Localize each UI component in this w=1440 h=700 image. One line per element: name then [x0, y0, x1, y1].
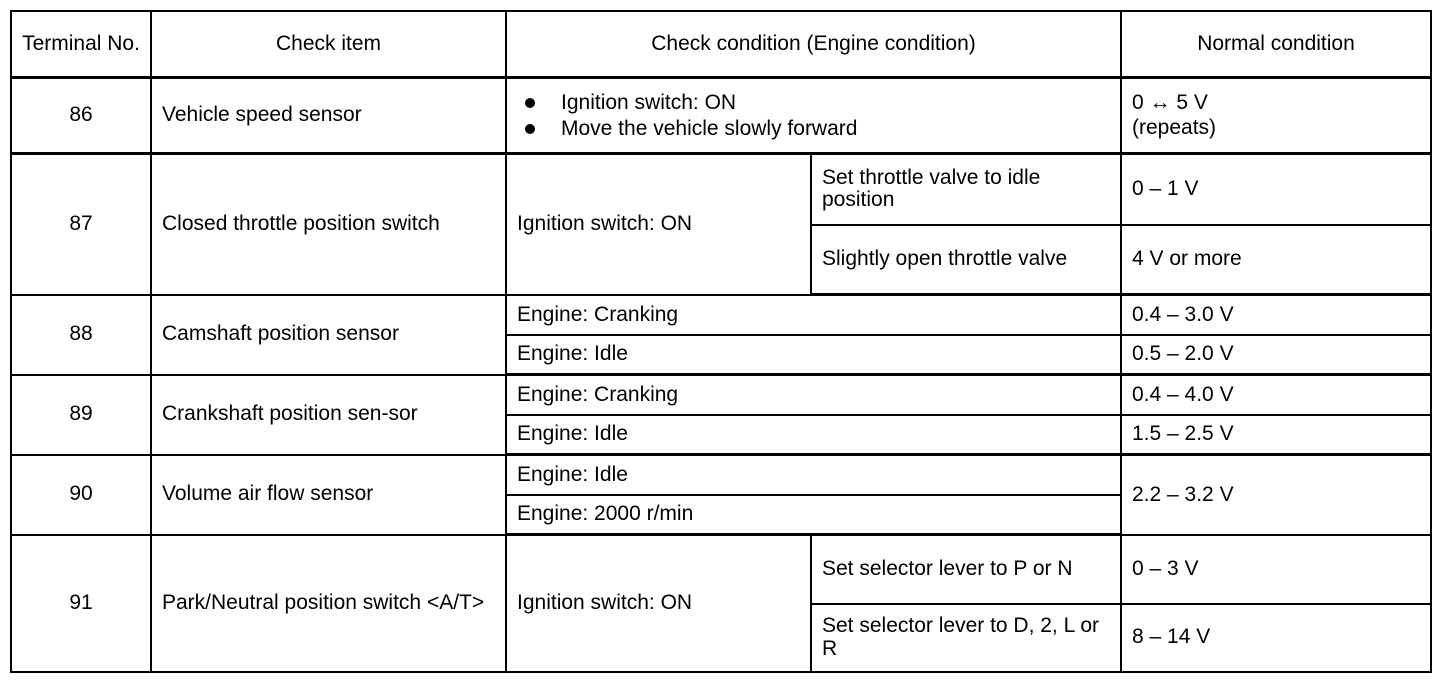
check-item: Park/Neutral position switch <A/T> — [151, 535, 506, 672]
normal-condition — [1121, 78, 1431, 154]
normal-condition: 4 V or more — [1121, 225, 1431, 295]
normal-condition: 0 – 3 V — [1121, 535, 1431, 604]
check-condition: Engine: 2000 r/min — [506, 495, 1121, 535]
normal-condition: 8 – 14 V — [1121, 604, 1431, 672]
normal-condition: 0 – 1 V — [1121, 154, 1431, 225]
check-condition: Ignition switch: ON — [506, 535, 811, 672]
terminal-number: 87 — [11, 154, 151, 295]
sub-condition: Set selector lever to D, 2, L or R — [811, 604, 1121, 672]
terminal-number: 89 — [11, 375, 151, 455]
table-row — [11, 78, 1431, 154]
normal-condition: 0.5 – 2.0 V — [1121, 335, 1431, 375]
check-condition: Ignition switch: ON — [506, 154, 811, 295]
header-check-condition: Check condition (Engine condition) — [506, 11, 1121, 78]
check-item: Volume air flow sensor — [151, 455, 506, 535]
check-item: Closed throttle position switch — [151, 154, 506, 295]
check-condition: Engine: Idle — [506, 335, 1121, 375]
terminal-number: 90 — [11, 455, 151, 535]
check-condition: Engine: Idle — [506, 455, 1121, 495]
normal-condition: 2.2 – 3.2 V — [1121, 455, 1431, 535]
terminal-number: 88 — [11, 295, 151, 375]
normal-value: 0 ↔ 5 V — [1132, 91, 1208, 115]
check-condition: Engine: Cranking — [506, 295, 1121, 335]
header-terminal: Terminal No. — [11, 11, 151, 78]
terminal-number: 91 — [11, 535, 151, 672]
check-item: Camshaft position sensor — [151, 295, 506, 375]
header-row — [11, 11, 1431, 78]
table-row — [11, 154, 1431, 225]
check-item: Vehicle speed sensor — [151, 78, 506, 154]
check-item: Crankshaft position sen-sor — [151, 375, 506, 455]
check-condition: Engine: Idle — [506, 415, 1121, 455]
terminal-check-table — [10, 10, 1432, 673]
normal-condition: 1.5 – 2.5 V — [1121, 415, 1431, 455]
normal-condition: 0.4 – 4.0 V — [1121, 375, 1431, 415]
table-row — [11, 375, 1431, 415]
normal-note: (repeats) — [1132, 115, 1217, 139]
header-normal-condition: Normal condition — [1121, 11, 1431, 78]
check-condition — [506, 78, 1121, 154]
sub-condition: Set throttle valve to idle position — [811, 154, 1121, 225]
table-row — [11, 535, 1431, 604]
sub-condition: Set selector lever to P or N — [811, 535, 1121, 604]
condition-bullet: Ignition switch: ON — [517, 90, 1110, 115]
header-check-item: Check item — [151, 11, 506, 78]
table-row — [11, 455, 1431, 495]
condition-bullet: Move the vehicle slowly forward — [517, 116, 1110, 141]
table-row — [11, 295, 1431, 335]
sub-condition: Slightly open throttle valve — [811, 225, 1121, 295]
check-condition: Engine: Cranking — [506, 375, 1121, 415]
normal-condition: 0.4 – 3.0 V — [1121, 295, 1431, 335]
terminal-number: 86 — [11, 78, 151, 154]
